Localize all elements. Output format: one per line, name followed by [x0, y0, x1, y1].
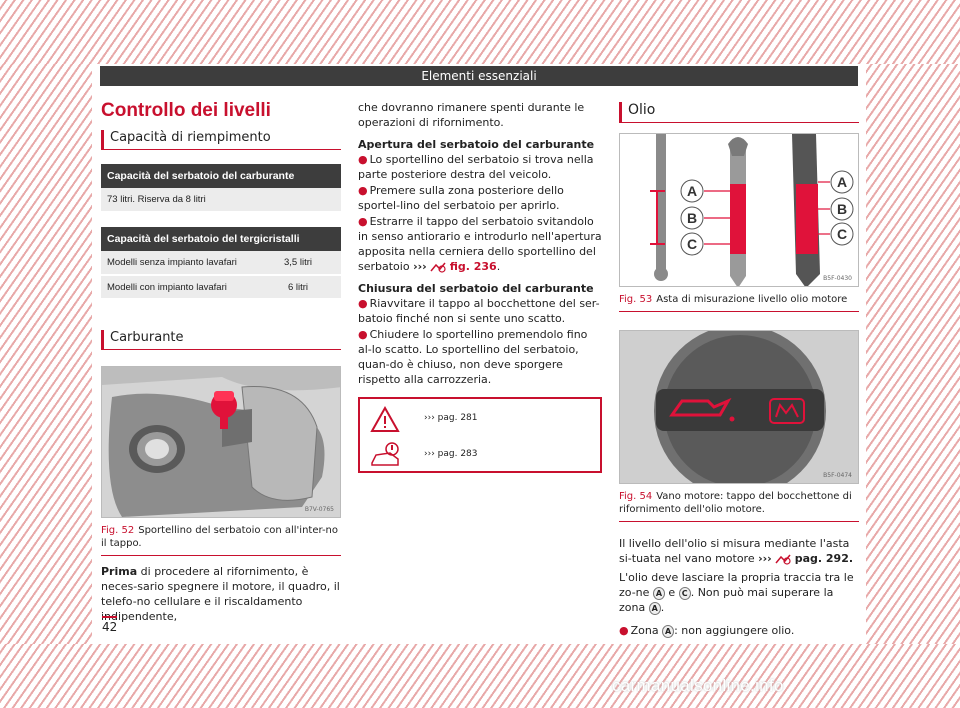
list-item: [358, 327, 602, 387]
dipstick-label-b: B: [686, 210, 698, 226]
arrows-text: ›››: [758, 552, 772, 565]
warning-box: [358, 397, 602, 473]
fuel-table-row: 73 litri. Riserva da 8 litri: [101, 188, 341, 212]
zone-badge-c: C: [679, 587, 691, 600]
opening-list: [358, 152, 602, 274]
subsection-capacity: Capacità di riempimento: [101, 130, 341, 150]
closing-list: [358, 296, 602, 387]
table-row: [101, 251, 341, 275]
figure-code: B5F-0430: [823, 275, 852, 282]
figure-ref-icon: [430, 261, 446, 273]
blade-label-b: B: [836, 201, 848, 217]
section-title: Controllo dei livelli: [101, 100, 271, 121]
intro-bold: Prima: [101, 565, 138, 578]
figure-number: Fig. 53: [619, 294, 653, 305]
list-item-text: Riavvitare il tappo al bocchettone del ser-batoio finché non si sente uno scatto.: [358, 297, 600, 325]
list-item: [358, 152, 602, 182]
list-item-text: Zona: [630, 624, 659, 637]
fuel-capacity-table: [101, 164, 341, 213]
caption-text: Sportellino del serbatoio con all'inter-no il tappo.: [101, 525, 339, 549]
bullet-icon: ●: [358, 297, 368, 310]
figure-oil-cap: [619, 330, 859, 484]
blade-label-c: C: [836, 226, 848, 242]
intro-text: di procedere al rifornimento, è neces-sario spegnere il motore, il quadro, il telefo-no cellulare e il riscaldamento indipendente,: [101, 565, 340, 623]
hatch-border-bottom: [0, 644, 960, 708]
chapter-header: Elementi essenziali: [100, 66, 858, 86]
list-item-text: Chiudere lo sportellino premendolo fino al-lo scatto. Lo sportellino del serbatoio, quan-do è chiuso, non deve sporgere rispetto alla carrozzeria.: [358, 328, 588, 386]
page-ref-link[interactable]: ››› pag. 281: [424, 413, 478, 423]
watermark-text: carmanualsonline.info: [612, 676, 784, 695]
fuel-table-header: Capacità del serbatoio del carburante: [101, 164, 341, 188]
hatch-border-top: [0, 0, 960, 64]
washer-row-value: 6 litri: [255, 275, 341, 299]
bullet-icon: ●: [358, 153, 368, 166]
paragraph-text: L'olio deve lasciare la propria traccia tra le zo-ne: [619, 571, 854, 599]
opening-title: Apertura del serbatoio del carburante: [358, 138, 595, 151]
figure-code: B7V-0765: [304, 506, 334, 513]
list-item: ● Estrarre il tappo del serbatoio svitandolo in senso antiorario e introdurlo nell'apertura apposita nella cerniera dello sportellino del serbatoio ››› fig. 236.: [358, 215, 602, 273]
list-item-text: Estrarre il tappo del serbatoio svitandolo in senso antiorario e introdurlo nell'apertura apposita nella cerniera dello sportellino del serbatoio: [358, 215, 602, 273]
figure-number: Fig. 52: [101, 525, 135, 536]
list-item-text: : non aggiungere olio.: [674, 624, 795, 637]
washer-row-value: 3,5 litri: [255, 251, 341, 275]
zone-badge-a: A: [653, 587, 665, 600]
column-right: [619, 96, 859, 638]
bullet-icon: ●: [358, 328, 368, 341]
washer-row-label: Modelli con impianto lavafari: [101, 275, 255, 299]
oil-title: Olio: [619, 102, 859, 123]
dipstick-illustration: [620, 134, 859, 287]
car-caution-icon: [370, 441, 400, 471]
paragraph-text: . Non può mai superare la zona: [619, 586, 834, 614]
bullet-icon: ●: [619, 624, 629, 637]
washer-table-header: Capacità del serbatoio del tergicristalli: [101, 227, 341, 251]
caption-text: Vano motore: tappo del bocchettone di rifornimento dell'olio motore.: [619, 491, 852, 515]
list-item-text: Premere sulla zona posteriore dello sportel-lino del serbatoio per aprirlo.: [358, 184, 564, 212]
bullet-icon: ●: [358, 184, 368, 197]
oil-paragraph-2: L'olio deve lasciare la propria traccia tra le zo-ne A e C . Non può mai superare la zona A .: [619, 571, 854, 614]
intro-paragraph: [101, 564, 341, 624]
fuel-flap-illustration: [102, 367, 341, 518]
continued-paragraph: che dovranno rimanere spenti durante le operazioni di rifornimento.: [358, 101, 585, 129]
figure-ref-link[interactable]: fig. 236: [449, 260, 497, 273]
caption-text: Asta di misurazione livello olio motore: [656, 294, 848, 305]
oil-cap-illustration: [620, 331, 859, 484]
subsection-fuel: Carburante: [101, 330, 341, 350]
page-number: 42: [102, 616, 117, 634]
page-ref-link[interactable]: ››› pag. 283: [424, 449, 478, 459]
figure-number: Fig. 54: [619, 491, 653, 502]
hatch-border-left: [0, 64, 92, 644]
list-item: [619, 623, 859, 638]
bullet-icon: ●: [358, 215, 368, 228]
list-item-text: Lo sportellino del serbatoio si trova nella parte posteriore destra del veicolo.: [358, 153, 594, 181]
warning-triangle-icon: [370, 405, 400, 435]
figure-ref-icon: [775, 553, 791, 565]
paragraph-text: Il livello dell'olio si misura mediante l'asta si-tuata nel vano motore: [619, 537, 850, 565]
dipstick-label-a: A: [686, 183, 698, 199]
list-item: [358, 183, 602, 213]
table-row: [101, 275, 341, 299]
washer-capacity-table: [101, 227, 341, 300]
figure-fuel-flap: [101, 366, 341, 518]
page-ref-link[interactable]: pag. 292.: [794, 552, 854, 565]
blade-label-a: A: [836, 174, 848, 190]
figure-caption: [101, 524, 341, 556]
figure-code: B5F-0474: [823, 472, 852, 479]
arrows-text: ›››: [413, 260, 427, 273]
column-middle: [358, 96, 602, 473]
zone-badge-a: A: [649, 602, 661, 615]
closing-title: Chiusura del serbatoio del carburante: [358, 282, 594, 295]
caution-row: [360, 441, 600, 471]
figure-caption: [619, 293, 859, 312]
dipstick-label-c: C: [686, 236, 698, 252]
figure-caption: [619, 490, 859, 522]
hatch-border-right: [866, 64, 960, 644]
zone-badge-a: A: [662, 625, 674, 638]
list-item: [358, 296, 602, 326]
washer-row-label: Modelli senza impianto lavafari: [101, 251, 255, 275]
column-left: [101, 96, 341, 624]
warning-row: [360, 405, 600, 435]
oil-paragraph-1: [619, 536, 859, 566]
figure-oil-dipstick: [619, 133, 859, 287]
paragraph-text: e: [668, 586, 676, 599]
